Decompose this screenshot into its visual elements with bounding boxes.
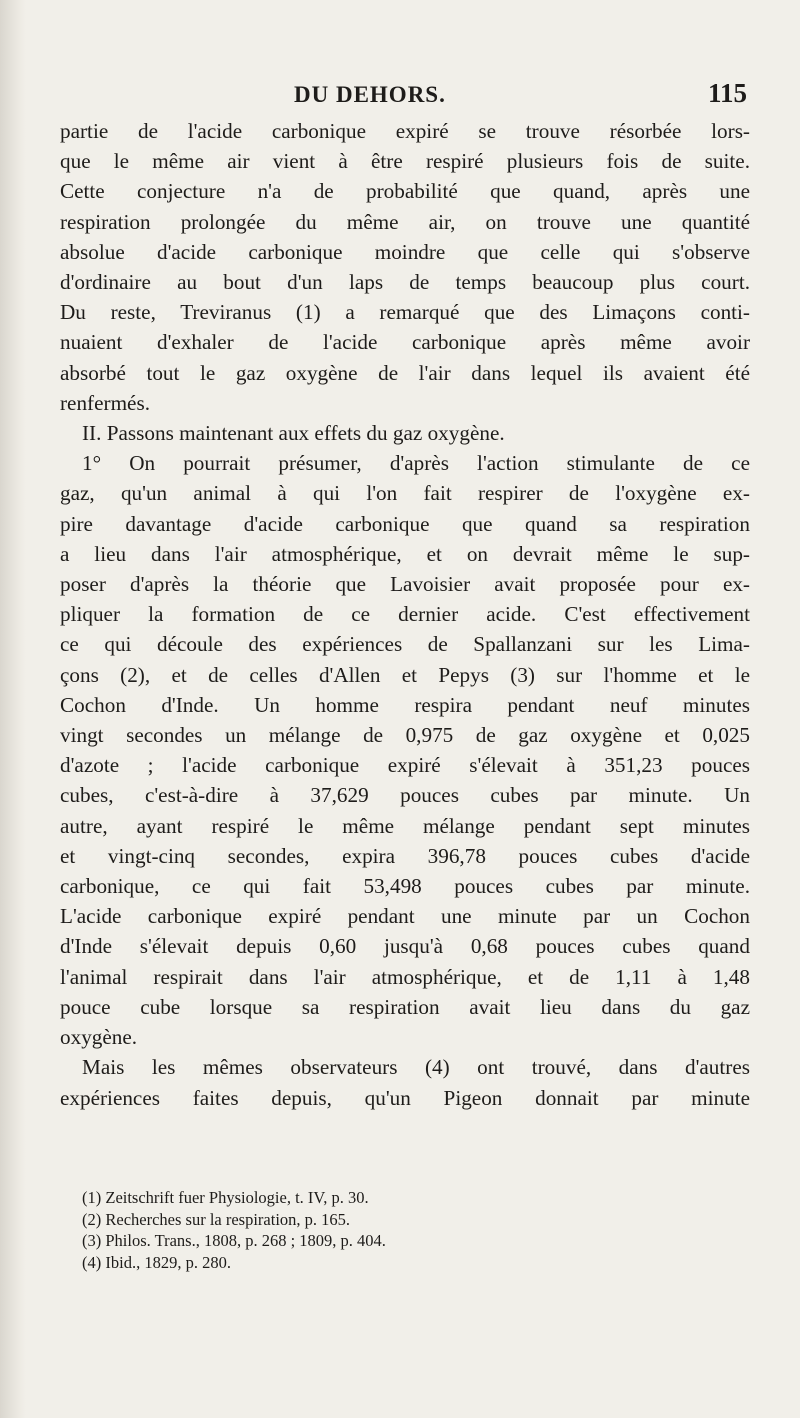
text-line: Cette conjecture n'a de probabilité que quand, après une: [60, 179, 750, 204]
text-line: ce qui découle des expériences de Spallanzani sur les Lima-: [60, 632, 750, 657]
text-line: absolue d'acide carbonique moindre que celle qui s'observe: [60, 239, 750, 264]
text-line: d'Inde s'élevait depuis 0,60 jusqu'à 0,68 pouces cubes quand: [60, 934, 750, 959]
text-line: d'ordinaire au bout d'un laps de temps beaucoup plus court.: [60, 270, 750, 295]
footnote: (1) Zeitschrift fuer Physiologie, t. IV, p. 30.: [82, 1188, 369, 1207]
text-line: et vingt-cinq secondes, expira 396,78 pouces cubes d'acide: [60, 843, 750, 868]
text-line: Cochon d'Inde. Un homme respira pendant neuf minutes: [60, 692, 750, 717]
text-line: cubes, c'est-à-dire à 37,629 pouces cubes par minute. Un: [60, 783, 750, 808]
text-line: l'animal respirait dans l'air atmosphérique, et de 1,11 à 1,48: [60, 964, 750, 989]
section-heading-line: II. Passons maintenant aux effets du gaz oxygène.: [82, 421, 505, 446]
footnotes: [82, 1187, 722, 1273]
text-line: vingt secondes un mélange de 0,975 de gaz oxygène et 0,025: [60, 723, 750, 748]
text-line: 1° On pourrait présumer, d'après l'action stimulante de ce: [82, 451, 750, 476]
text-line: renfermés.: [60, 390, 150, 415]
text-line: d'azote ; l'acide carbonique expiré s'élevait à 351,23 pouces: [60, 753, 750, 778]
text-line: que le même air vient à être respiré plusieurs fois de suite.: [60, 149, 750, 174]
page-gutter-shadow: [0, 0, 26, 1418]
text-line: autre, ayant respiré le même mélange pendant sept minutes: [60, 813, 750, 838]
text-line: respiration prolongée du même air, on trouve une quantité: [60, 209, 750, 234]
text-line: Du reste, Treviranus (1) a remarqué que des Limaçons conti-: [60, 300, 750, 325]
text-line: a lieu dans l'air atmosphérique, et on devrait même le sup-: [60, 541, 750, 566]
text-line: absorbé tout le gaz oxygène de l'air dans lequel ils avaient été: [60, 360, 750, 385]
text-line: gaz, qu'un animal à qui l'on fait respirer de l'oxygène ex-: [60, 481, 750, 506]
text-line: pliquer la formation de ce dernier acide. C'est effectivement: [60, 602, 750, 627]
footnote: (2) Recherches sur la respiration, p. 165.: [82, 1209, 351, 1229]
text-line: pire davantage d'acide carbonique que quand sa respiration: [60, 511, 750, 536]
text-line: Mais les mêmes observateurs (4) ont trouvé, dans d'autres: [82, 1055, 750, 1080]
text-line: carbonique, ce qui fait 53,498 pouces cubes par minute.: [60, 874, 750, 899]
text-line: nuaient d'exhaler de l'acide carbonique après même avoir: [60, 330, 750, 355]
text-line: L'acide carbonique expiré pendant une minute par un Cochon: [60, 904, 750, 929]
text-line: oxygène.: [60, 1025, 138, 1050]
page-number: 115: [708, 78, 748, 108]
text-line: pouce cube lorsque sa respiration avait lieu dans du gaz: [60, 994, 750, 1019]
text-line: çons (2), et de celles d'Allen et Pepys (3) sur l'homme et le: [60, 662, 750, 687]
text-line: partie de l'acide carbonique expiré se trouve résorbée lors-: [60, 119, 750, 143]
text-line: expériences faites depuis, qu'un Pigeon donnait par minute: [60, 1085, 750, 1110]
running-head-title: DU DEHORS.: [294, 82, 446, 107]
footnote: (4) Ibid., 1829, p. 280.: [82, 1252, 231, 1272]
footnote: (3) Philos. Trans., 1808, p. 268 ; 1809, p. 404.: [82, 1231, 386, 1250]
body-text: [60, 116, 750, 1113]
text-line: poser d'après la théorie que Lavoisier avait proposée pour ex-: [60, 572, 750, 597]
running-head: [0, 78, 800, 114]
